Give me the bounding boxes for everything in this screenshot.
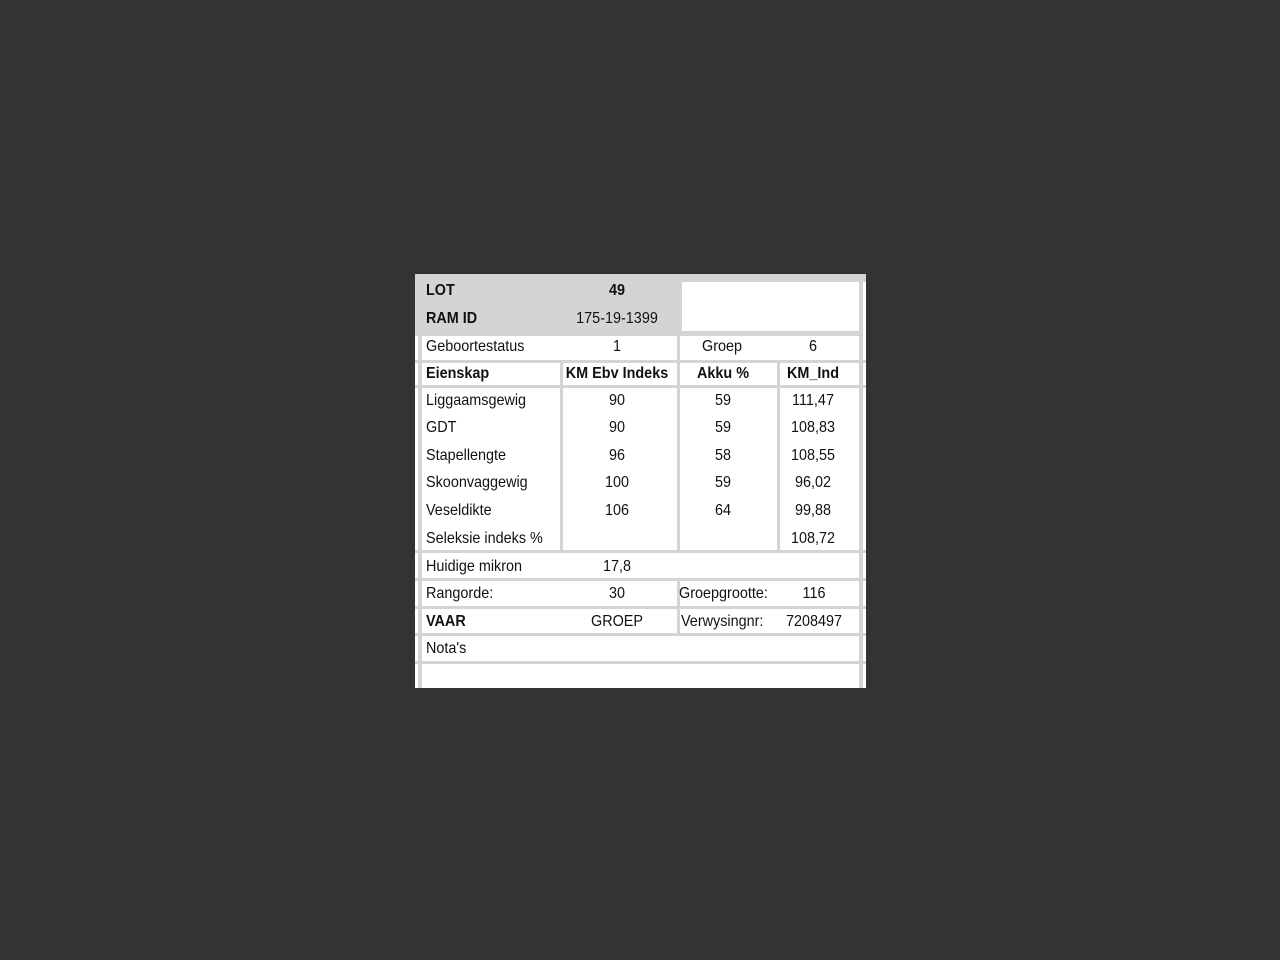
group-value: 6 <box>808 338 818 355</box>
table-row-ebv-index: 106 <box>604 502 630 519</box>
table-col-divider-2 <box>677 363 680 550</box>
row-divider-7 <box>415 661 866 664</box>
table-row-property: Veseldikte <box>426 502 492 519</box>
sire-value: GROEP <box>590 613 644 630</box>
notes-label: Nota's <box>426 640 467 657</box>
table-row-property: Liggaamsgewig <box>426 392 527 409</box>
table-row-property: GDT <box>426 419 457 436</box>
sire-label: VAAR <box>426 613 466 630</box>
reference-number-label: Verwysingnr: <box>681 613 764 630</box>
table-row-accuracy: 64 <box>714 502 732 519</box>
birth-status-label: Geboortestatus <box>426 338 525 355</box>
table-row-ebv-index: 90 <box>608 392 626 409</box>
table-row-ebv-index: 90 <box>608 419 626 436</box>
row-divider-5 <box>415 606 866 609</box>
table-row-km-ind: 108,83 <box>790 419 836 436</box>
row-divider-2 <box>415 385 866 388</box>
micron-label: Huidige mikron <box>426 558 523 575</box>
column-header-ebv-index: KM Ebv Indeks <box>565 365 669 382</box>
column-header-accuracy: Akku % <box>696 365 750 382</box>
table-row-ebv-index: 100 <box>604 474 630 491</box>
table-row-accuracy: 58 <box>714 447 732 464</box>
table-row-accuracy: 59 <box>714 474 732 491</box>
ram-id-value: 175-19-1399 <box>576 310 658 327</box>
rank-value: 30 <box>608 585 626 602</box>
birth-status-value: 1 <box>612 338 622 355</box>
group-label: Groep <box>701 338 743 355</box>
table-row-accuracy: 59 <box>714 419 732 436</box>
table-row-ebv-index: 96 <box>608 447 626 464</box>
row-divider-3 <box>415 550 866 553</box>
table-row-km-ind: 108,72 <box>790 530 836 547</box>
ram-id-label: RAM ID <box>426 310 478 327</box>
table-col-divider-3 <box>777 363 780 550</box>
table-row-accuracy: 59 <box>714 392 732 409</box>
table-row-km-ind: 99,88 <box>794 502 832 519</box>
header-shade-right <box>681 274 866 282</box>
table-row-km-ind: 96,02 <box>794 474 832 491</box>
birth-group-divider <box>677 336 680 360</box>
table-col-divider-1 <box>560 363 563 550</box>
table-row-property: Skoonvaggewig <box>426 474 528 491</box>
row-divider-6 <box>415 633 866 636</box>
group-size-label: Groepgrootte: <box>679 585 768 602</box>
photo-box-bottom <box>681 331 861 336</box>
row-divider-1 <box>415 360 866 363</box>
photo-box <box>682 282 859 331</box>
left-border <box>418 274 422 688</box>
table-row-km-ind: 111,47 <box>792 392 834 409</box>
column-header-km-ind: KM_Ind <box>786 365 840 382</box>
reference-number-value: 7208497 <box>785 613 843 630</box>
lot-label: LOT <box>426 282 455 299</box>
row-divider-4 <box>415 578 866 581</box>
ram-lot-card <box>415 274 866 688</box>
right-border <box>859 274 863 688</box>
group-size-value: 116 <box>802 585 826 602</box>
table-row-property: Stapellengte <box>426 447 507 464</box>
rank-label: Rangorde: <box>426 585 494 602</box>
column-header-property: Eienskap <box>426 365 490 382</box>
lot-value: 49 <box>608 282 626 299</box>
micron-value: 17,8 <box>602 558 632 575</box>
table-row-property: Seleksie indeks % <box>426 530 543 547</box>
table-row-km-ind: 108,55 <box>790 447 836 464</box>
